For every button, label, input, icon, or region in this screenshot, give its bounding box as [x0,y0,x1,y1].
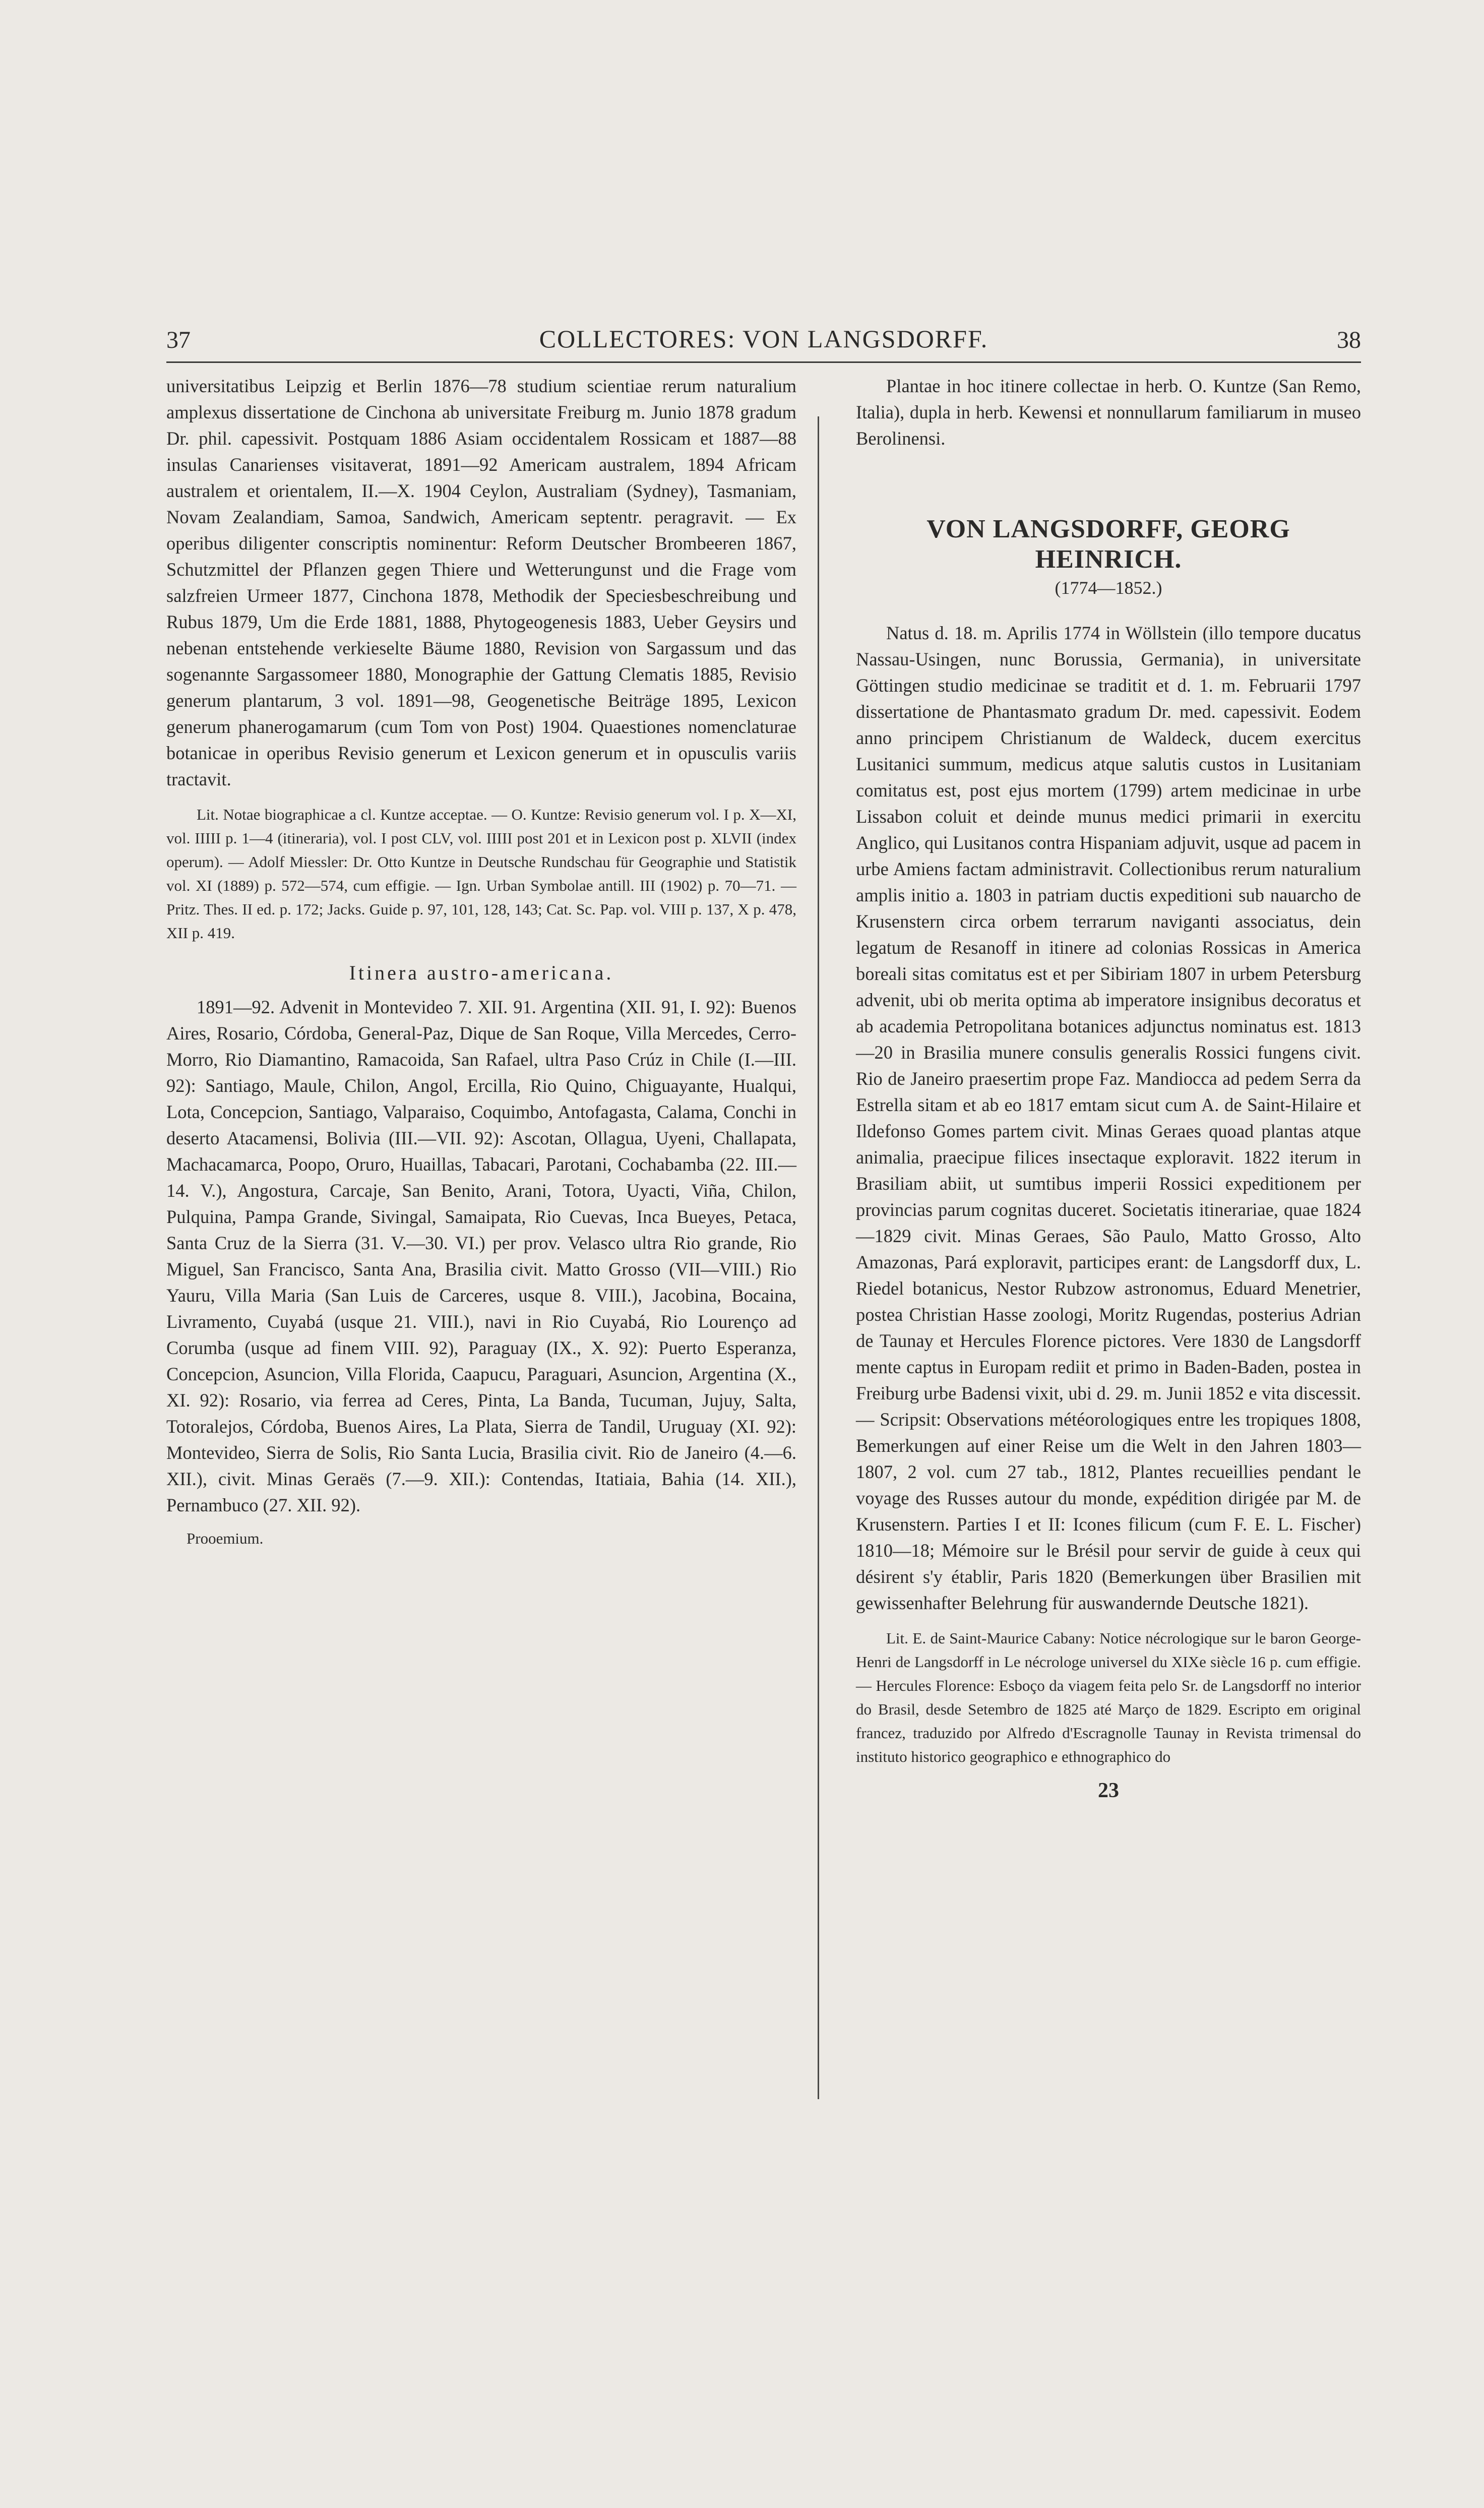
page-number-left: 37 [166,327,191,353]
header-rule [166,361,1361,363]
section-title: Itinera austro-americana. [349,961,614,984]
itinera-text: 1891—92. Advenit in Montevideo 7. XII. 91. Argentina (XII. 91, I. 92): Buenos Aires, Rosario, Córdoba, General-Paz, Dique de San Roque, Villa Mercedes, Cerro-Morro, Rio Diamantino, Ramacoida, San Rafael, ultra Paso Crúz in Chile (I.—III. 92): Santiago, Maule, Chilon, Angol, Ercilla, Rio Quino, Chiguayante, Hualqui, Lota, Concepcion, Santiago, Valparaiso, Coquimbo, Antofagasta, Calama, Conchi in deserto Atacamensi, Bolivia (III.—VII. 92): Ascotan, Ollagua, Uyeni, Challapata, Machacamarca, Poopo, Oruro, Huaillas, Tabacari, Parotani, Cochabamba (22. III.—14. V.), Angostura, Carcaje, San Benito, Arani, Totora, Uyacti, Viña, Chilon, Pulquina, Pampa Grande, Sivingal, Samaipata, Rio Cuevas, Inca Bueyes, Petaca, Santa Cruz de la Sierra (31. V.—30. VI.) per prov. Velasco ultra Rio grande, Rio Miguel, San Francisco, Santa Ana, Brasilia civit. Matto Grosso (VII—VIII.) Rio Yauru, Villa Maria (San Luis de Carceres, usque 8. VIII.), Jacobina, Bocaina, Livramento, Cuyabá (usque 21. VIII.), navi in Rio Cuyabá, Rio Lourenço ad Corumba (usque ad finem VIII. 92), Paraguay (IX., X. 92): Puerto Esperanza, Concepcion, Asuncion, Villa Florida, Caapucu, Paraguari, Asuncion, Argentina (X., XI. 92): Rosario, via ferrea ad Ceres, Pinta, La Banda, Tucuman, Jujuy, Salta, Totoralejos, Córdoba, Buenos Aires, La Plata, Sierra de Tandil, Uruguay (XI. 92): Montevideo, Sierra de Solis, Rio Santa Lucia, Brasilia civit. Rio de Janeiro (4.—6. XII.), civit. Minas Geraës (7.—9. XII.): Contendas, Itatiaia, Bahia (14. XII.), Pernambuco (27. XII. 92). [166,997,796,1515]
kuntze-literature: Lit. Notae biographicae a cl. Kuntze acceptae. — O. Kuntze: Revisio generum vol. I p. X—XI, vol. IIIII p. 1—4 (itineraria), vol. I post CLV, vol. IIIII post 201 et in Lexicon post p. XLVII (index operum). — Adolf Miessler: Dr. Otto Kuntze in Deutsche Rundschau für Geographie und Statistik vol. XI (1889) p. 572—574, cum effigie. — Ign. Urban Symbolae antill. III (1902) p. 70—71. — Pritz. Thes. II ed. p. 172; Jacks. Guide p. 97, 101, 128, 143; Cat. Sc. Pap. vol. VIII p. 137, X p. 478, XII p. 419. [166,806,796,942]
kuntze-biography: universitatibus Leipzig et Berlin 1876—78 studium scientiae rerum naturalium amplexus dissertatione de Cinchona ab universitate Freiburg m. Junio 1878 gradum Dr. phil. capessivit. Postquam 1886 Asiam occidentalem Rossicam et 1887—88 insulas Canarienses visitaverat, 1891—92 Americam australem, 1894 Africam australem et orientalem, II.—X. 1904 Ceylon, Australiam (Sydney), Tasmaniam, Novam Zealandiam, Samoa, Sandwich, Americam septentr. peragravit. — Ex operibus diligenter conscriptis nominentur: Reform Deutscher Brombeeren 1867, Schutzmittel der Pflanzen gegen Thiere und Wetterungunst und die Frage vom salzfreien Urmeer 1877, Cinchona 1878, Methodik der Speciesbeschreibung und Rubus 1879, Um die Erde 1881, 1888, Phytogeogenesis 1883, Ueber Geysirs und nebenan entstehende verkieselte Bäume 1880, Revision von Sargassum und das sogenannte Sargassomeer 1880, Monographie der Gattung Clematis 1885, Revisio generum plantarum, 3 vol. 1891—98, Geogenetische Beiträge 1895, Lexicon generum phanerogamarum (cum Tom von Post) 1904. Quaestiones nomenclaturae botanicae in operibus Revisio generum et Lexicon generum et in opusculis variis tractavit. [166,376,796,789]
collection-note: Plantae in hoc itinere collectae in herb. O. Kuntze (San Remo, Italia), dupla in herb. Kewensi et nonnullarum familiarum in museo Berolinensi. [856,376,1361,449]
left-column [166,373,796,1552]
page-header [166,320,1361,360]
sheet-number: 23 [1098,1779,1119,1802]
right-column [856,373,1361,1804]
running-title: COLLECTORES: VON LANGSDORFF. [539,325,988,353]
langsdorff-biography: Natus d. 18. m. Aprilis 1774 in Wöllstein (illo tempore ducatus Nassau-Usingen, nunc Borussia, Germania), in universitate Göttingen studio medicinae se traditit et d. 1. m. Februarii 1797 dissertatione de Phantasmato gradum Dr. med. capessivit. Eodem anno principem Christianum de Waldeck, ducem exercitus Lusitanici summum, medicus atque salutis custos in Lusitaniam comitatus est, post ejus mortem (1799) artem medicinae in urbe Lissabon coluit et deinde munus medici primarii in exercitu Anglico, qui Lusitanos contra Hispaniam adjuvit, usque ad pacem in urbe Amiens factam administravit. Collectionibus rerum naturalium amplis initio a. 1803 in patriam ductis expeditioni sub nauarcho de Krusenstern circa orbem terrarum naviganti associatus, dein legatum de Resanoff in itinere ad colonias Rossicas in America boreali sitas comitatus est et per Sibiriam 1807 in urbem Petersburg advenit, ubi ob merita optima ab imperatore insignibus decoratus et ab academia Petropolitana botanices adjunctus nominatus est. 1813—20 in Brasilia munere consulis generalis Rossici fungens civit. Rio de Janeiro praesertim prope Faz. Mandiocca ad pedem Serra da Estrella sitam et ab eo 1817 emtam sicut cum A. de Saint-Hilaire et Ildefonso Gomes partem civit. Minas Geraes quoad plantas atque animalia, praecipue filices insectaque exploravit. 1822 iterum in Brasiliam abiit, ut sumtibus imperii Rossici expeditionem per provincias parum cognitas duceret. Societatis itinerariae, quae 1824—1829 civit. Minas Geraes, São Paulo, Matto Grosso, Alto Amazonas, Pará exploravit, participes erant: de Langsdorff dux, L. Riedel botanicus, Nestor Rubzow astronomus, Eduard Menetrier, postea Christian Hasse zoologi, Moritz Rugendas, posterius Adrian de Taunay et Hercules Florence pictores. Vere 1830 de Langsdorff mente captus in Europam rediit et primo in Baden-Baden, postea in Freiburg urbe Badensi vixit, ubi d. 29. m. Junii 1852 e vita discessit. — Scripsit: Observations météorologiques entre les tropiques 1808, Bemerkungen auf einer Reise um die Welt in den Jahren 1803—1807, 2 vol. cum 27 tab., 1812, Plantes recueillies pendant le voyage des Russes autour du monde, expédition dirigée par M. de Krusenstern. Parties I et II: Icones filicum (cum F. E. L. Fischer) 1810—18; Mémoire sur le Brésil pour servir de guide à ceux qui désirent s'y établir, Paris 1820 (Bemerkungen über Brasilien mit gewissenhafter Belehrung für auswandernde Deutsche 1821). [856,623,1361,1613]
langsdorff-literature: Lit. E. de Saint-Maurice Cabany: Notice nécrologique sur le baron George-Henri de Langsdorff in Le nécrologe universel du XIXe siècle 16 p. cum effigie. — Hercules Florence: Esboço da viagem feita pelo Sr. de Langsdorff no interior do Brasil, desde Setembro de 1825 até Março de 1829. Escripto em original francez, traduzido por Alfredo d'Escragnolle Taunay in Revista trimensal do instituto historico geographico e ethnographico do [856,1629,1361,1765]
prooemium-note: Prooemium. [187,1530,264,1547]
column-divider [818,416,819,2099]
page-number-right: 38 [1337,327,1361,353]
entry-dates: (1774—1852.) [1055,578,1162,598]
entry-heading: VON LANGSDORFF, GEORG HEINRICH. [926,515,1290,574]
